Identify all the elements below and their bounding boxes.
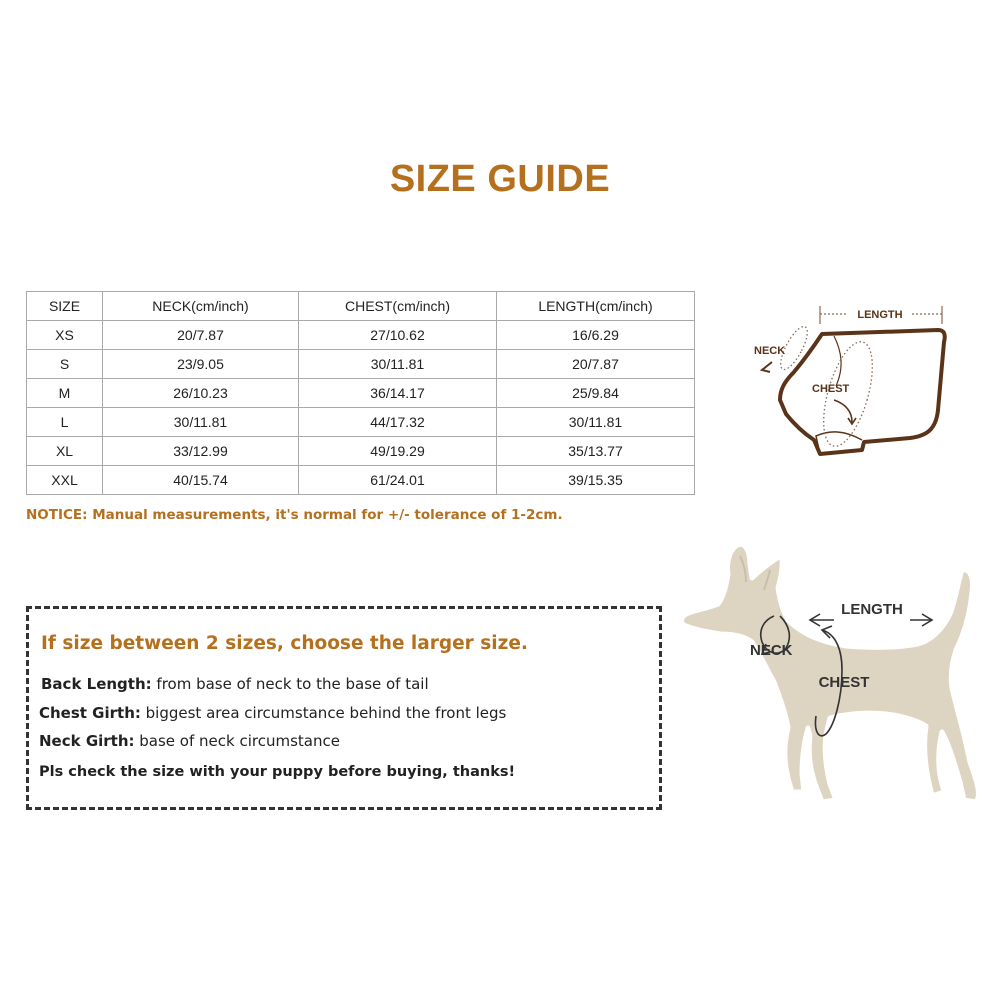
dog-measurement-diagram <box>670 530 990 820</box>
cell-neck: 40/15.74 <box>103 466 299 495</box>
table-row <box>27 350 695 379</box>
shirt-neck-label: NECK <box>754 345 786 357</box>
cell-chest: 61/24.01 <box>299 466 497 495</box>
cell-size: XL <box>27 437 103 466</box>
table-row <box>27 321 695 350</box>
header-size: SIZE <box>27 292 103 321</box>
cell-neck: 26/10.23 <box>103 379 299 408</box>
cell-chest: 36/14.17 <box>299 379 497 408</box>
cell-length: 35/13.77 <box>497 437 695 466</box>
dog-chest-label: CHEST <box>818 674 870 691</box>
cell-chest: 49/19.29 <box>299 437 497 466</box>
cell-size: XXL <box>27 466 103 495</box>
tip-chest-girth-text: biggest area circumstance behind the front legs <box>140 704 507 722</box>
tip-final-note: Pls check the size with your puppy before buying, thanks! <box>39 764 516 780</box>
cell-size: M <box>27 379 103 408</box>
shirt-outline <box>780 330 945 454</box>
cell-size: S <box>27 350 103 379</box>
tip-back-length <box>41 675 429 693</box>
tip-neck-girth-text: base of neck circumstance <box>134 732 340 750</box>
cell-size: L <box>27 408 103 437</box>
dog-length-label: LENGTH <box>841 601 903 618</box>
cell-neck: 30/11.81 <box>103 408 299 437</box>
table-row <box>27 466 695 495</box>
dog-neck-label: NECK <box>750 642 793 659</box>
tips-headline: If size between 2 sizes, choose the larger size. <box>41 633 528 654</box>
header-chest: CHEST(cm/inch) <box>299 292 497 321</box>
neck-arrow-icon <box>762 362 772 372</box>
table-row <box>27 408 695 437</box>
cell-length: 20/7.87 <box>497 350 695 379</box>
tip-neck-girth <box>39 732 340 750</box>
cell-length: 25/9.84 <box>497 379 695 408</box>
table-row <box>27 379 695 408</box>
cell-length: 16/6.29 <box>497 321 695 350</box>
cell-size: XS <box>27 321 103 350</box>
cell-chest: 44/17.32 <box>299 408 497 437</box>
cell-neck: 33/12.99 <box>103 437 299 466</box>
sizing-tips-box <box>26 606 662 810</box>
cell-chest: 30/11.81 <box>299 350 497 379</box>
cell-chest: 27/10.62 <box>299 321 497 350</box>
tip-back-length-label: Back Length: <box>41 675 152 693</box>
cell-length: 39/15.35 <box>497 466 695 495</box>
tip-chest-girth-label: Chest Girth: <box>39 704 141 722</box>
shirt-chest-label: CHEST <box>812 383 850 395</box>
table-row <box>27 437 695 466</box>
tip-chest-girth <box>39 704 506 722</box>
page-title: SIZE GUIDE <box>389 158 611 200</box>
table-header-row <box>27 292 695 321</box>
shirt-length-label: LENGTH <box>857 309 903 321</box>
tolerance-notice: NOTICE: Manual measurements, it's normal for +/- tolerance of 1-2cm. <box>26 507 563 523</box>
shirt-measurement-diagram <box>740 290 970 470</box>
cell-neck: 23/9.05 <box>103 350 299 379</box>
size-chart-table <box>26 291 695 495</box>
tip-back-length-text: from base of neck to the base of tail <box>151 675 429 693</box>
tip-neck-girth-label: Neck Girth: <box>39 732 135 750</box>
header-length: LENGTH(cm/inch) <box>497 292 695 321</box>
header-neck: NECK(cm/inch) <box>103 292 299 321</box>
cell-neck: 20/7.87 <box>103 321 299 350</box>
cell-length: 30/11.81 <box>497 408 695 437</box>
